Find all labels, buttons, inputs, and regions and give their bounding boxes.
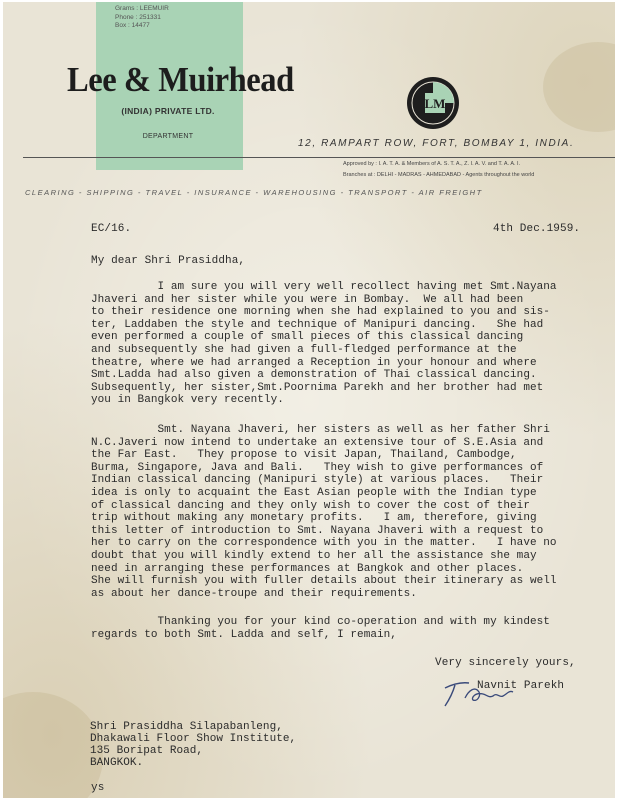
paragraph-line: Jhaveri and her sister while you were in Bombay. We all had been [91, 293, 524, 306]
paragraph-line: this letter of introduction to Smt. Nayana Jhaveri with a request to [91, 524, 544, 537]
company-address: 12, RAMPART ROW, FORT, BOMBAY 1, INDIA. [298, 138, 575, 149]
paragraph-line: Subsequently, her sister,Smt.Poornima Parekh and her brother had met [91, 381, 544, 394]
company-name: Lee & Muirhead [67, 60, 294, 99]
contact-details [115, 5, 225, 31]
paragraph-line: and subsequently she had given a full-fledged performance at the [91, 343, 517, 356]
reference-number: EC/16. [91, 223, 132, 235]
logo-letters: LM [424, 96, 446, 111]
body-paragraph-2 [91, 424, 611, 600]
paragraph-line: regards to both Smt. Ladda and self, I remain, [91, 628, 397, 641]
contact-grams: Grams : LEEMUIR [115, 5, 169, 12]
paragraph-line: ter, Laddaben the style and technique of Manipuri dancing. She had [91, 318, 544, 331]
closing: Very sincerely yours, [435, 657, 576, 669]
department-label: DEPARTMENT [142, 133, 194, 140]
paragraph-line: Smt.Ladda had also given a demonstration of Thai classical dancing. [91, 369, 537, 382]
paragraph-line: need in arranging these performances at Bangkok and other places. [91, 562, 524, 575]
paragraph-line: her to carry on the correspondence with you in the matter. I have no [91, 537, 557, 550]
paragraph-line: even performed a couple of small pieces of this classical dancing [91, 331, 524, 344]
company-logo-icon [405, 75, 461, 131]
recipient-line: Dhakawali Floor Show Institute, [90, 733, 297, 745]
paper-stain [543, 42, 615, 132]
paragraph-line: N.C.Javeri now intend to undertake an extensive tour of S.E.Asia and [91, 436, 544, 449]
letter-page [3, 2, 615, 798]
paragraph-line: She will furnish you with fuller details about their itinerary as well [91, 575, 557, 588]
salutation: My dear Shri Prasiddha, [91, 255, 246, 267]
paragraph-line: the Far East. They propose to visit Japan, Thailand, Cambodge, [91, 449, 517, 462]
recipient-line: BANGKOK. [90, 757, 144, 769]
recipient-address [90, 721, 610, 769]
body-paragraph-3 [91, 616, 611, 641]
paragraph-line: doubt that you will kindly extend to her all the assistance she may [91, 549, 537, 562]
letterhead-divider [23, 157, 615, 158]
paragraph-line: Thanking you for your kind co-operation and with my kindest [91, 616, 550, 628]
recipient-line: 135 Boripat Road, [90, 745, 204, 757]
paragraph-line: you in Bangkok very recently. [91, 394, 284, 407]
paragraph-line: Smt. Nayana Jhaveri, her sisters as well as her father Shri [91, 424, 550, 436]
company-subtitle: (INDIA) PRIVATE LTD. [121, 106, 215, 116]
contact-phone: Phone : 251331 [115, 13, 161, 21]
paragraph-line: I am sure you will very well recollect having met Smt.Nayana [91, 281, 557, 293]
paragraph-line: of classical dancing and they only wish to cover the cost of their [91, 499, 530, 512]
paragraph-line: to their residence one morning when she had explained to you and sis- [91, 306, 550, 319]
paragraph-line: trip without making any monetary profits. I am, therefore, giving [91, 512, 537, 525]
paragraph-line: Indian classical dancing (Manipuri style) at various places. Their [91, 474, 544, 487]
letter-date: 4th Dec.1959. [493, 223, 581, 235]
paragraph-line: Burma, Singapore, Java and Bali. They wish to give performances of [91, 461, 544, 474]
paragraph-line: as about her dance-troupe and their requirements. [91, 587, 417, 600]
paragraph-line: theatre, where we had arranged a Reception in your honour and where [91, 356, 537, 369]
typist-initials: ys [91, 782, 105, 794]
approved-by-line: Approved by : I. A. T. A. & Members of A. S. T. A., Z. I. A. V. and T. A. A. I. [343, 161, 521, 167]
branches-line: Branches at : DELHI - MADRAS - AHMEDABAD - Agents throughout the world [343, 172, 535, 178]
services-line: CLEARING - SHIPPING - TRAVEL - INSURANCE - WAREHOUSING - TRANSPORT - AIR FREIGHT [25, 188, 483, 197]
contact-box: Box : 14477 [115, 22, 150, 29]
paragraph-line: idea is only to acquaint the East Asian people with the Indian type [91, 486, 537, 499]
recipient-line: Shri Prasiddha Silapabanleng, [90, 721, 283, 733]
body-paragraph-1 [91, 281, 611, 407]
signer-name: Navnit Parekh [477, 680, 565, 692]
paper-stain [3, 692, 103, 798]
